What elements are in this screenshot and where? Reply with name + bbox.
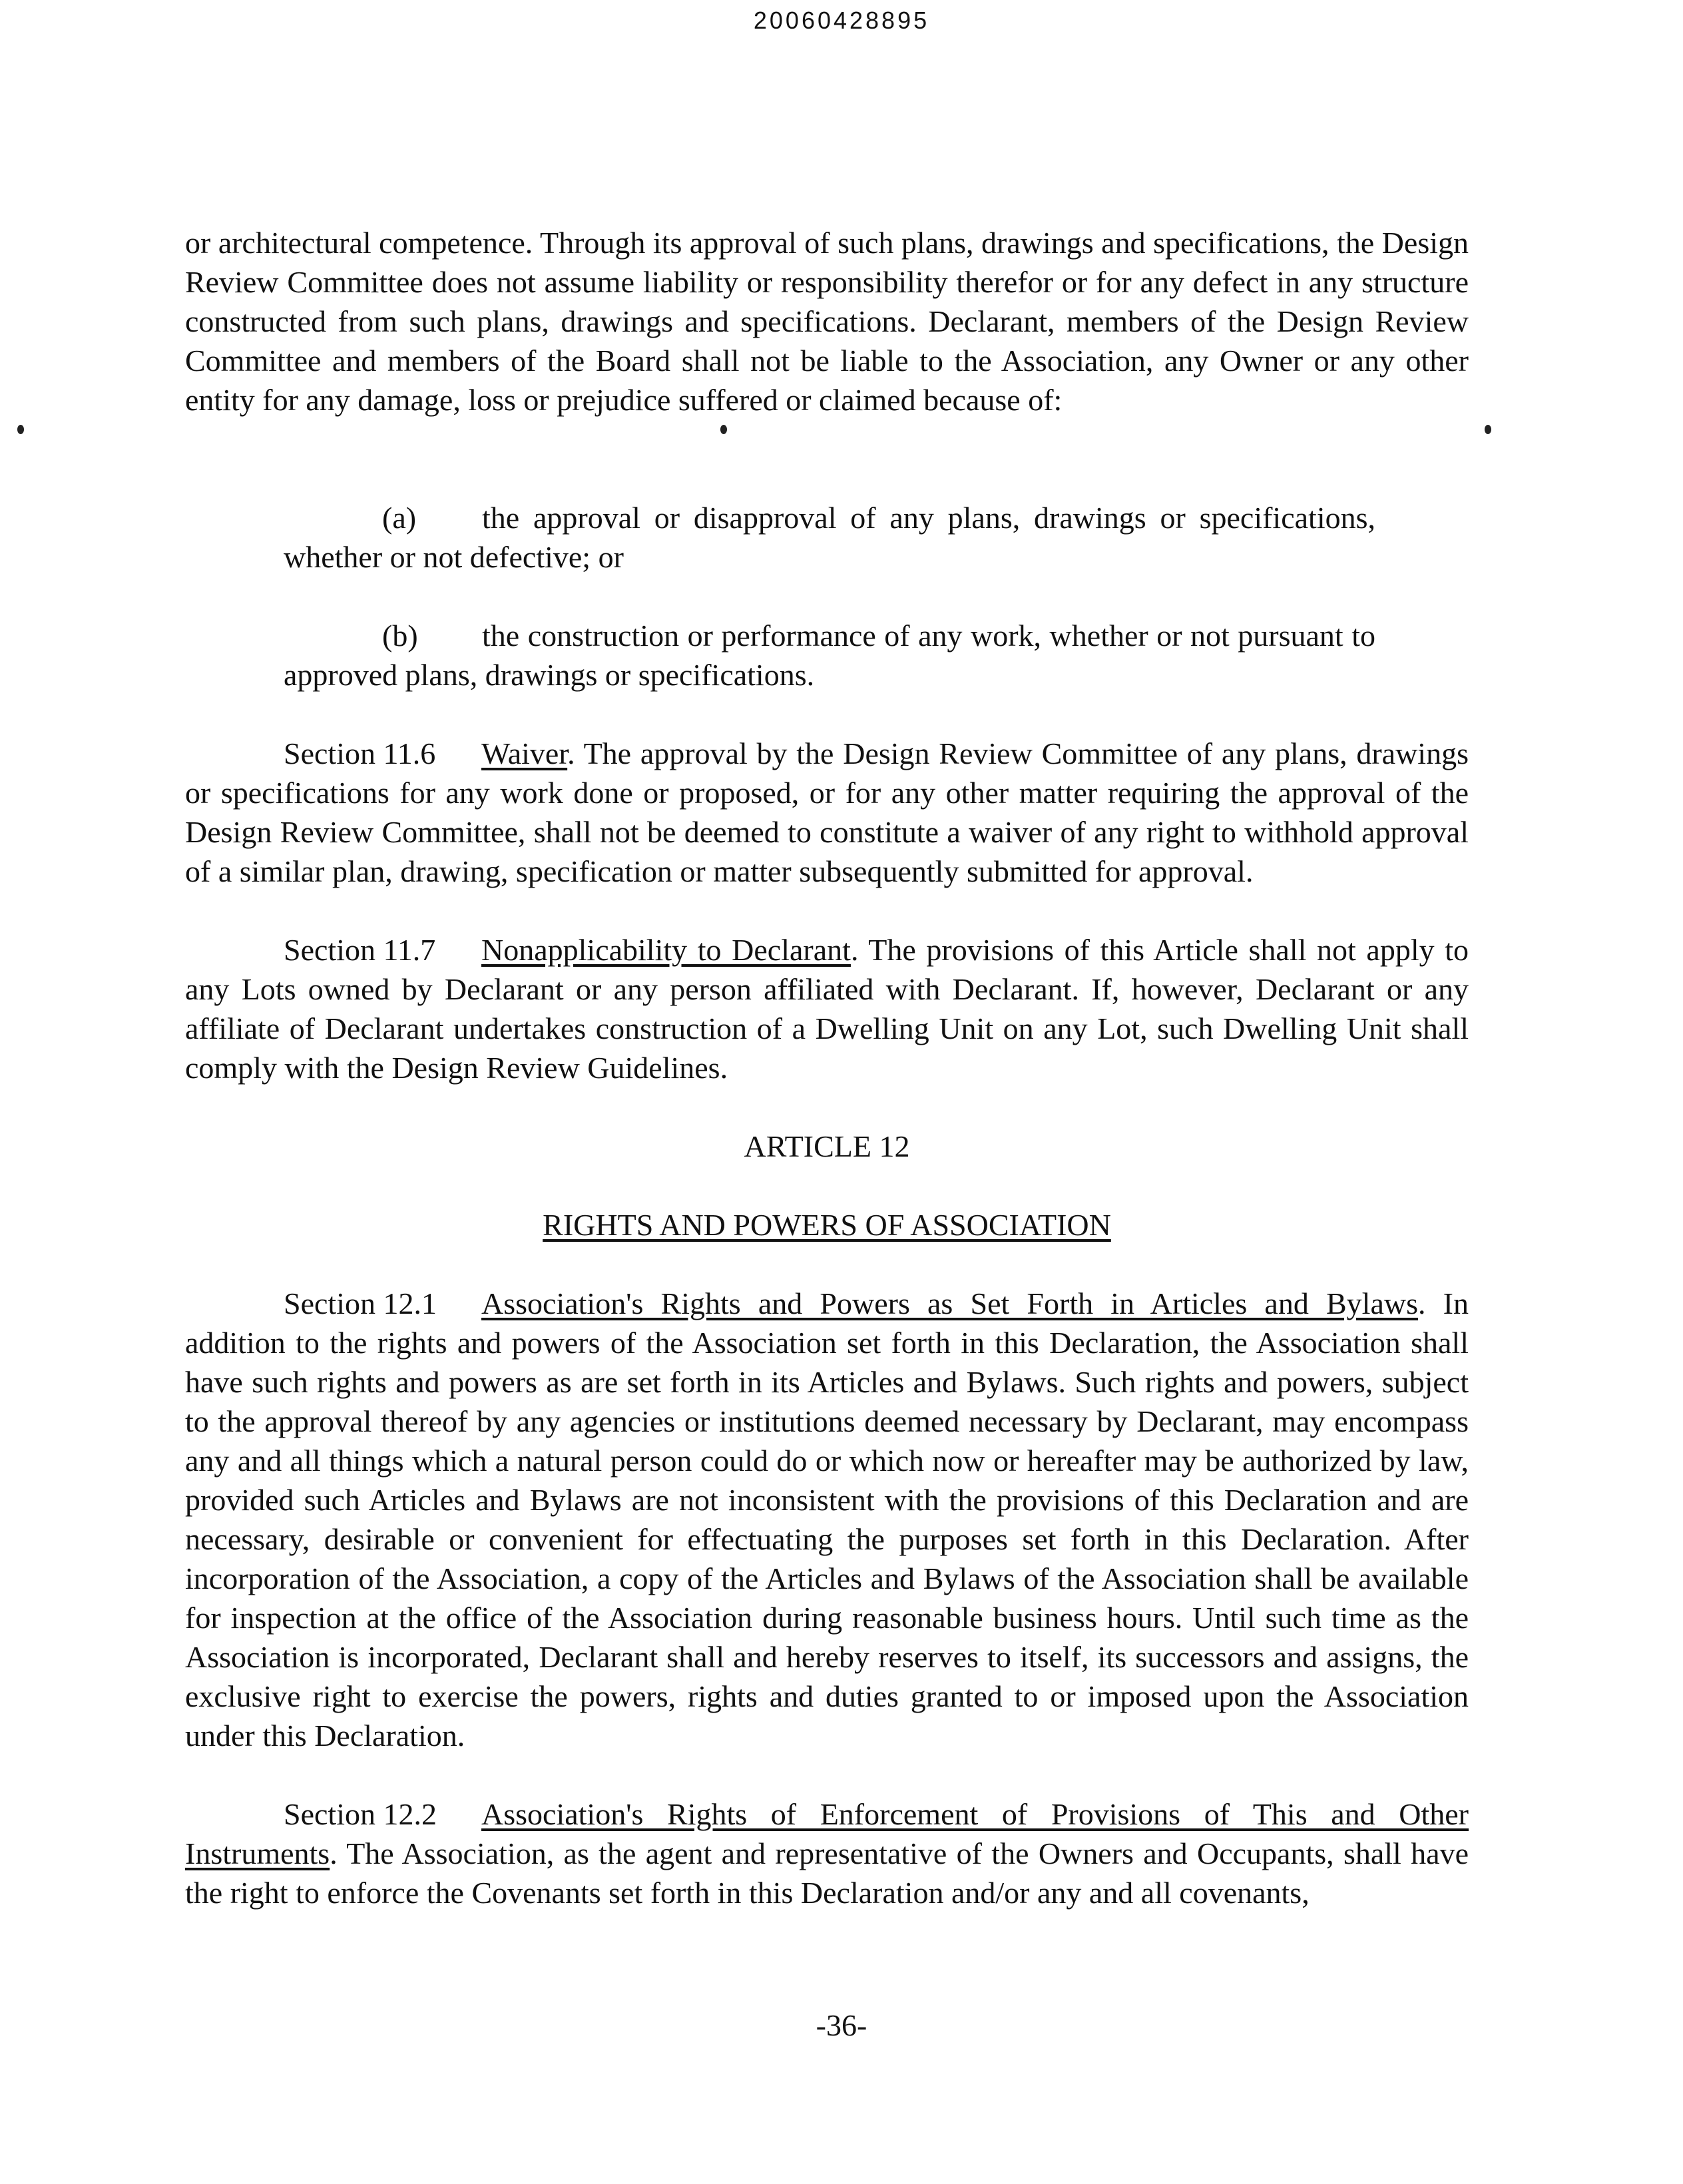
section-11-6-text: . The approval by the Design Review Committee of any plans, drawings or specifications for any work done or proposed, or for any other matter requiring the approval of the Design Review Committee, shall not be deemed to constitute a waiver of any right to withhold approval of a similar plan, drawing, specification or matter subsequently submitted for approval.	[185, 736, 1469, 888]
list-item-a	[284, 498, 1375, 577]
section-11-6-label: Section 11.6	[284, 736, 436, 770]
section-12-2-text: . The Association, as the agent and representative of the Owners and Occupants, shall have the right to enforce the Covenants set forth in this Declaration and/or any and all covenants,	[185, 1836, 1469, 1910]
section-12-1-label: Section 12.1	[284, 1286, 437, 1320]
page-body	[185, 223, 1469, 1912]
section-11-7	[185, 930, 1469, 1087]
list-item-a-label: (a)	[382, 501, 417, 535]
document-number: 20060428895	[753, 7, 930, 34]
intro-paragraph: or architectural competence. Through its approval of such plans, drawings and specifications, the Design Review Committee does not assume liability or responsibility therefor or for any defect in any structure constructed from such plans, drawings and specifications. Declarant, members of the Design Review Committee and members of the Board shall not be liable to the Association, any Owner or any other entity for any damage, loss or prejudice suffered or claimed because of:	[185, 226, 1469, 417]
section-12-1-title: Association's Rights and Powers as Set Forth in Articles and Bylaws	[481, 1286, 1419, 1320]
section-11-6-title: Waiver	[481, 736, 568, 770]
section-11-6	[185, 734, 1469, 891]
section-12-2-label: Section 12.2	[284, 1797, 437, 1831]
section-11-7-label: Section 11.7	[284, 933, 436, 967]
article-title	[185, 1205, 1469, 1244]
article-title-text: RIGHTS AND POWERS OF ASSOCIATION	[543, 1208, 1111, 1242]
section-12-2-title: Association's Rights of Enforcement of Provisions of This and Other Instruments	[185, 1797, 1469, 1870]
section-11-7-text: . The provisions of this Article shall not apply to any Lots owned by Declarant or any person affiliated with Declarant. If, however, Declarant or any affiliate of Declarant undertakes construction of a Dwelling Unit on any Lot, such Dwelling Unit shall comply with the Design Review Guidelines.	[185, 933, 1469, 1085]
article-heading: ARTICLE 12	[744, 1129, 910, 1163]
section-12-2	[185, 1794, 1469, 1912]
section-12-1	[185, 1284, 1469, 1755]
list-item-b-label: (b)	[382, 619, 418, 653]
section-12-1-text: . In addition to the rights and powers of the Association set forth in this Declaration, the Association shall have such rights and powers as are set forth in its Articles and Bylaws. Such rights and powers, subject to the approval thereof by any agencies or institutions deemed necessary by Declarant, may encompass any and all things which a natural person could do or which now or hereafter may be authorized by law, provided such Articles and Bylaws are not inconsistent with the provisions of this Declaration and are necessary, desirable or convenient for effectuating the purposes set forth in this Declaration. After incorporation of the Association, a copy of the Articles and Bylaws of the Association shall be available for inspection at the office of the Association during reasonable business hours. Until such time as the Association is incorporated, Declarant shall and hereby reserves to itself, its successors and assigns, the exclusive right to exercise the powers, rights and duties granted to or imposed upon the Association under this Declaration.	[185, 1286, 1469, 1753]
list-item-b	[284, 616, 1375, 694]
scan-dot-mark	[1485, 425, 1491, 434]
list-item-b-text: the construction or performance of any work, whether or not pursuant to approved plans, drawings or specifications.	[284, 619, 1375, 692]
section-11-7-title: Nonapplicability to Declarant	[481, 933, 851, 967]
list-item-a-text: the approval or disapproval of any plans, drawings or specifications, whether or not defective; or	[284, 501, 1375, 574]
scan-dot-mark	[17, 425, 24, 434]
page-number: -36-	[816, 2008, 867, 2042]
